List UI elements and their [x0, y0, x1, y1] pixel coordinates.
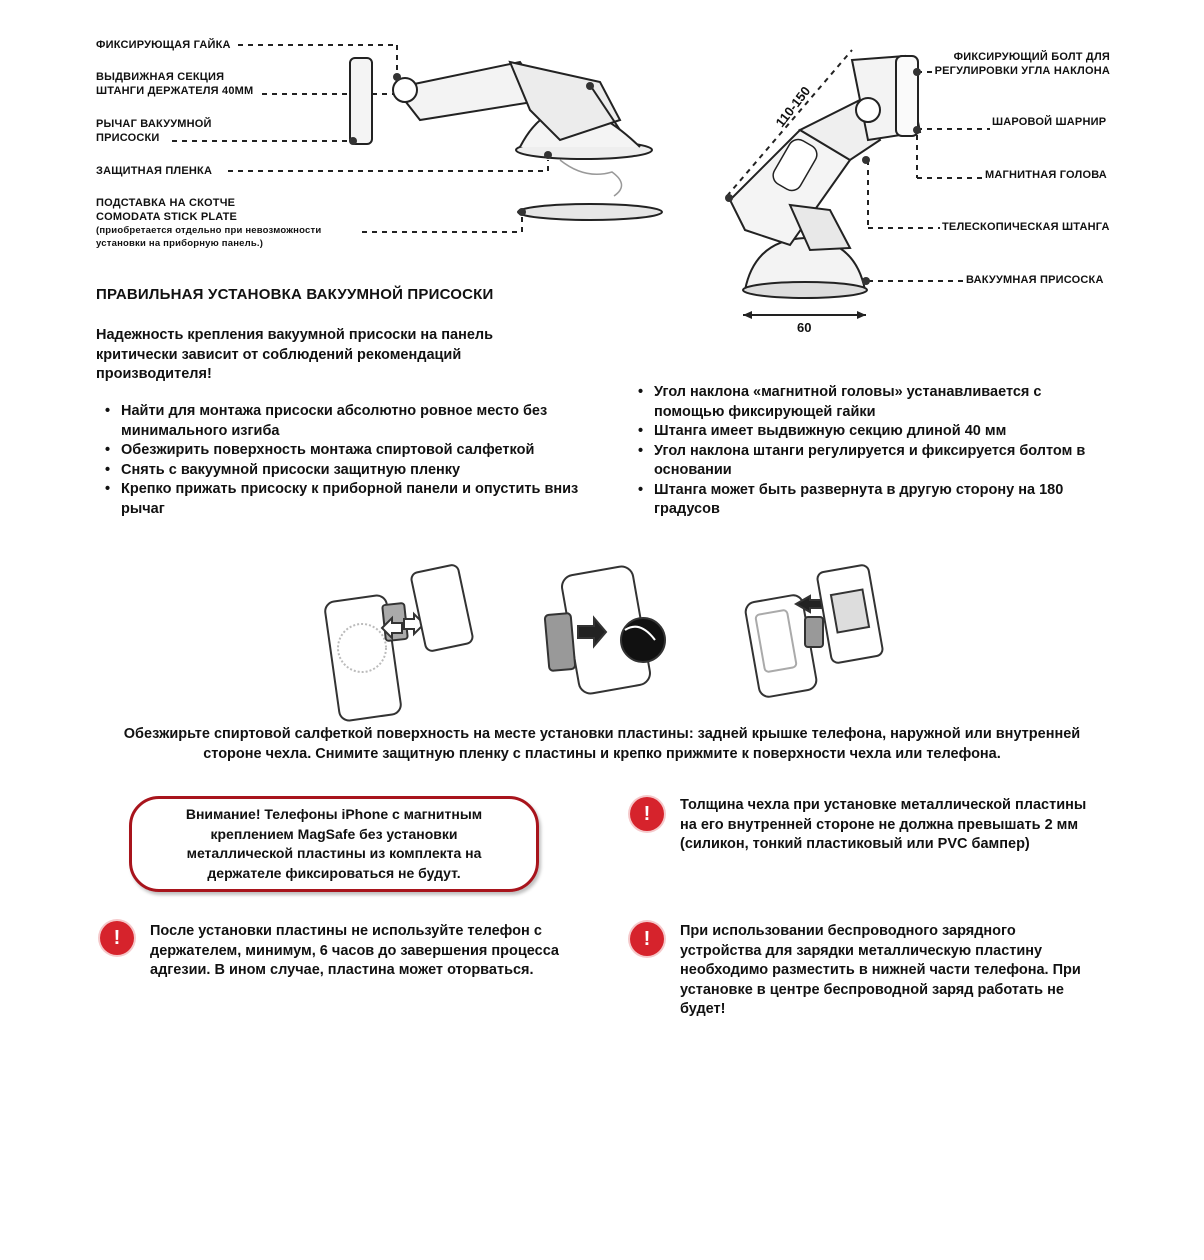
list-item: • Штанга имеет выдвижную секцию длиной 40 мм [630, 422, 1110, 442]
warning-body: Телефоны iPhone с магнитным креплением MagSafe без установки металлической пластины из комплекта на держателе фиксироваться не будут. [186, 806, 483, 881]
list-item: • Штанга может быть развернута в другую сторону на 180 градусов [630, 481, 1110, 520]
exclamation-icon: ! [630, 922, 664, 956]
list-item: • Найти для монтажа присоски абсолютно ровное место без минимального изгиба [97, 402, 597, 441]
label-fixing-nut: ФИКСИРУЮЩАЯ ГАЙКА [96, 39, 231, 51]
label-stick-plate-line1: ПОДСТАВКА НА СКОТЧЕ [96, 197, 236, 209]
label-angle-bolt-line1: ФИКСИРУЮЩИЙ БОЛТ ДЛЯ [953, 51, 1110, 63]
exclamation-icon: ! [630, 797, 664, 831]
warning-bold: Внимание! [185, 806, 261, 822]
label-ball-joint: ШАРОВОЙ ШАРНИР [992, 116, 1107, 128]
label-magnetic-head: МАГНИТНАЯ ГОЛОВА [985, 169, 1107, 181]
list-item: • Снять с вакуумной присоски защитную пленку [97, 461, 597, 481]
alert-wireless-charging: При использовании беспроводного зарядного устройства для зарядки металлическую пластину необходимо разместить в нижней части телефона. При установке в центре беспроводной заряд работать не будет! [680, 923, 1081, 1017]
label-telescopic-rod: ТЕЛЕСКОПИЧЕСКАЯ ШТАНГА [942, 221, 1110, 233]
intro-line2: критически зависит от соблюдений рекомендаций [96, 346, 462, 363]
list-item: • Обезжирить поверхность монтажа спиртовой салфеткой [97, 441, 597, 461]
stick-plate-note-line1: (приобретается отдельно при невозможности [96, 225, 322, 236]
label-suction-lever-line2: ПРИСОСКИ [96, 132, 160, 144]
list-item: • Крепко прижать присоску к приборной панели и опустить вниз рычаг [97, 480, 597, 519]
label-sliding-section-line2: ШТАНГИ ДЕРЖАТЕЛЯ 40ММ [96, 85, 254, 97]
label-suction-lever-line1: РЫЧАГ ВАКУУМНОЙ [96, 118, 212, 130]
dimension-width-text: 60 [797, 320, 812, 335]
install-instructions [60, 725, 1144, 764]
exclamation-icon: ! [100, 921, 134, 955]
magsafe-warning-text [156, 805, 512, 883]
label-stick-plate-line2: COMODATA STICK PLATE [96, 211, 238, 223]
magsafe-warning-box [129, 796, 539, 892]
dimension-length-text: 110-150 [772, 83, 814, 130]
install-line1: Обезжирьте спиртовой салфеткой поверхность на месте установки пластины: задней крышке телефона, наружной или внутренней [123, 726, 1081, 742]
section-title: ПРАВИЛЬНАЯ УСТАНОВКА ВАКУУМНОЙ ПРИСОСКИ [96, 286, 494, 303]
alert-adhesion-time: После установки пластины не используйте телефон с держателем, минимум, 6 часов до завершения процесса адгезии. В ином случае, пластина может оторваться. [150, 923, 559, 978]
intro-line1: Надежность крепления вакуумной присоски на панель [96, 327, 494, 343]
label-sliding-section-line1: ВЫДВИЖНАЯ СЕКЦИЯ [96, 71, 225, 83]
intro-line3: производителя! [96, 366, 212, 382]
list-item: • Угол наклона штанги регулируется и фиксируется болтом в основании [630, 442, 1110, 481]
stick-plate-note-line2: установки на приборную панель.) [96, 238, 264, 249]
install-line2: стороне чехла. Снимите защитную пленку с пластины и крепко прижмите к поверхности чехла или телефона. [203, 745, 1001, 762]
label-vacuum-cup: ВАКУУМНАЯ ПРИСОСКА [966, 274, 1104, 286]
label-protective-film: ЗАЩИТНАЯ ПЛЕНКА [96, 165, 213, 177]
list-item: • Угол наклона «магнитной головы» устанавливается с помощью фиксирующей гайки [630, 383, 1110, 422]
label-angle-bolt-line2: РЕГУЛИРОВКИ УГЛА НАКЛОНА [934, 65, 1110, 77]
alert-case-thickness: Толщина чехла при установке металлической пластины на его внутренней стороне не должна превышать 2 мм (силикон, тонкий пластиковый или PVC бампер) [680, 797, 1087, 852]
